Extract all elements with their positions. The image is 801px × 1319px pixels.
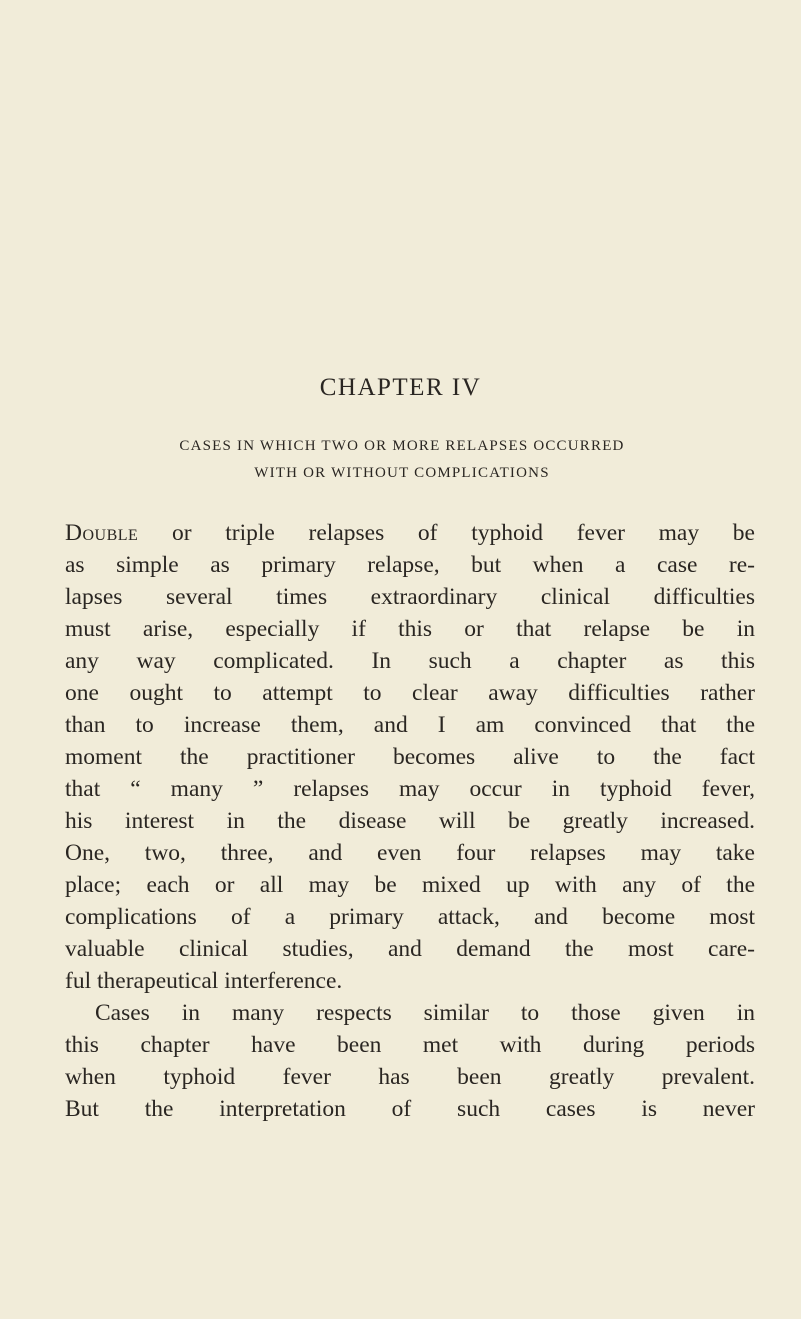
text-line: complications of a primary attack, and become most — [65, 904, 755, 930]
text-line: One, two, three, and even four relapses may take — [65, 840, 755, 866]
text-line: as simple as primary relapse, but when a case re- — [65, 552, 755, 578]
chapter-subtitle — [62, 433, 742, 487]
subtitle-line: WITH OR WITHOUT COMPLICATIONS — [254, 465, 550, 481]
chapter-title: CHAPTER IV — [319, 374, 482, 401]
text-line: than to increase them, and I am convinced that the — [65, 712, 755, 738]
text-line-rest: or triple relapses of typhoid fever may be — [138, 520, 755, 546]
text-line — [65, 517, 755, 549]
text-line: Cases in many respects similar to those given in — [95, 1000, 755, 1026]
text-line: this chapter have been met with during periods — [65, 1032, 755, 1058]
text-line: any way complicated. In such a chapter as this — [65, 648, 755, 674]
text-line: when typhoid fever has been greatly prevalent. — [65, 1064, 755, 1090]
text-line: ful therapeutical interference. — [65, 968, 343, 994]
text-line: valuable clinical studies, and demand the most care- — [65, 936, 755, 962]
text-line: his interest in the disease will be greatly increased. — [65, 808, 755, 834]
text-line: lapses several times extraordinary clinical difficulties — [65, 584, 755, 610]
text-line: one ought to attempt to clear away difficulties rather — [65, 680, 755, 706]
text-line: But the interpretation of such cases is never — [65, 1096, 755, 1122]
text-line: must arise, especially if this or that relapse be in — [65, 616, 755, 642]
body-text — [65, 517, 755, 1125]
subtitle-line: CASES IN WHICH TWO OR MORE RELAPSES OCCURRED — [179, 438, 625, 454]
opening-word: Double — [65, 520, 139, 546]
text-line: moment the practitioner becomes alive to the fact — [65, 744, 755, 770]
text-line: place; each or all may be mixed up with any of the — [65, 872, 755, 898]
text-line: that “ many ” relapses may occur in typhoid fever, — [65, 776, 755, 802]
